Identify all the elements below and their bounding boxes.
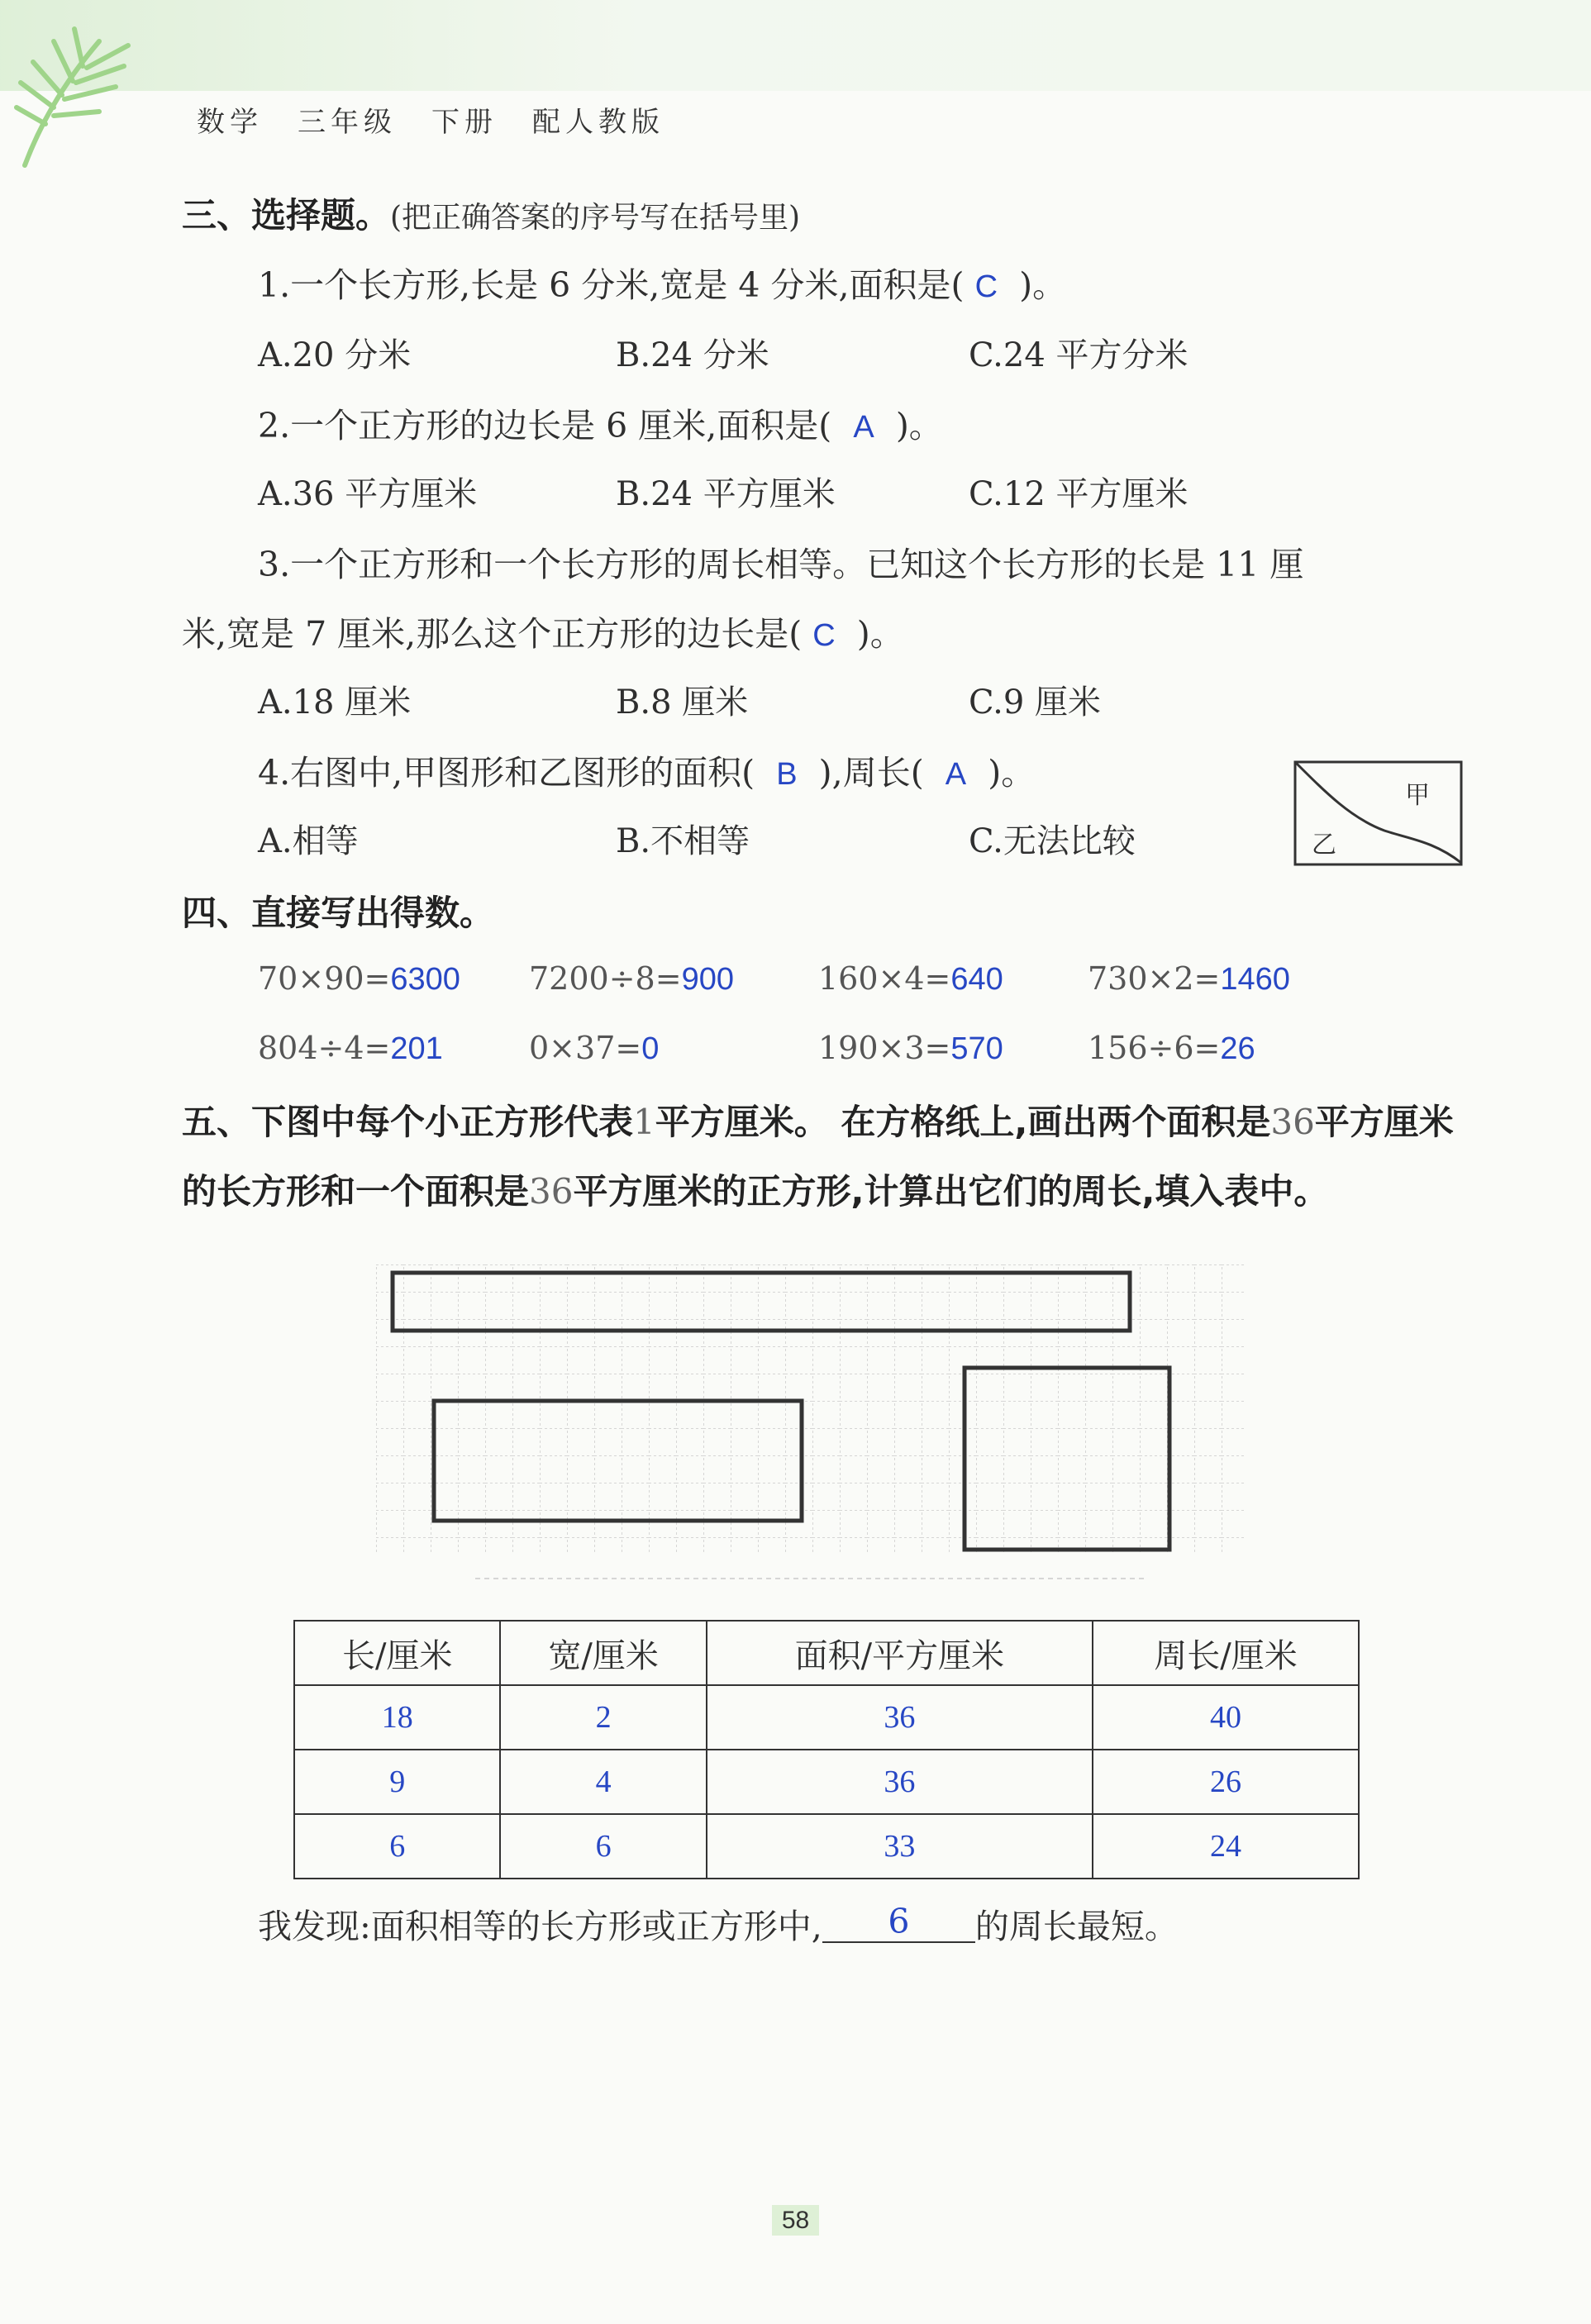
calc-answer: 900 xyxy=(681,962,734,997)
header-subject: 数学 xyxy=(197,106,263,139)
table-row xyxy=(294,1814,1359,1879)
q2-option-a: A.36 平方厘米 xyxy=(258,475,478,513)
q2-answer: A xyxy=(853,410,874,445)
calc-item xyxy=(529,960,734,998)
calc-expr: 70×90= xyxy=(258,960,391,997)
page-number xyxy=(0,2207,1591,2235)
q4-end: )。 xyxy=(988,753,1036,793)
calc-item xyxy=(1088,1030,1255,1067)
section3-note: (把正确答案的序号写在括号里) xyxy=(390,201,801,235)
q3-end: )。 xyxy=(856,614,904,654)
table-row xyxy=(294,1685,1359,1750)
q4-stem xyxy=(258,745,1035,794)
q2-option-c: C.12 平方厘米 xyxy=(969,475,1188,513)
section5-text-3: 平方厘米的长方形和一个面积是 xyxy=(182,1102,1454,1212)
discovery-answer: 6 xyxy=(822,1902,975,1943)
calc-expr: 0×37= xyxy=(529,1030,642,1066)
calc-expr: 156÷6= xyxy=(1088,1030,1221,1066)
header-length: 长/厘米 xyxy=(294,1621,500,1685)
q4-answer-area: B xyxy=(776,757,798,792)
calc-expr: 190×3= xyxy=(818,1030,951,1066)
cell-perimeter: 26 xyxy=(1093,1750,1359,1814)
table-header-row xyxy=(294,1621,1359,1685)
header-grade: 三年级 xyxy=(298,106,397,139)
cell-perimeter: 24 xyxy=(1093,1814,1359,1879)
q2-text: 2.一个正方形的边长是 6 厘米,面积是( xyxy=(258,406,832,445)
calc-expr: 7200÷8= xyxy=(529,960,682,997)
discovery-end: 的周长最短。 xyxy=(974,1907,1179,1946)
section5-text-1: 五、下图中每个小正方形代表 xyxy=(182,1102,634,1142)
cell-width: 2 xyxy=(500,1685,706,1750)
section5-num-2: 36 xyxy=(1270,1102,1315,1142)
header-area: 面积/平方厘米 xyxy=(707,1621,1093,1685)
table-row xyxy=(294,1750,1359,1814)
q3-option-a: A.18 厘米 xyxy=(258,683,412,721)
cell-area: 36 xyxy=(707,1685,1093,1750)
q3-option-b: B.8 厘米 xyxy=(616,683,749,721)
calc-item xyxy=(1088,960,1290,998)
q4-option-a: A.相等 xyxy=(258,822,359,860)
page-number-text: 58 xyxy=(772,2205,819,2236)
book-header xyxy=(197,99,699,140)
header-width: 宽/厘米 xyxy=(500,1621,706,1685)
calc-answer: 6300 xyxy=(390,962,460,997)
grid-paper-figure xyxy=(376,1264,1244,1587)
q3-text: 米,宽是 7 厘米,那么这个正方形的边长是( xyxy=(182,614,803,654)
section5-num-3: 36 xyxy=(529,1171,574,1212)
q2-end: )。 xyxy=(895,406,943,445)
q1-stem xyxy=(258,258,1066,307)
section3-heading: 三、选择题。 xyxy=(182,195,391,236)
q4-option-c: C.无法比较 xyxy=(969,822,1136,860)
q4-option-b: B.不相等 xyxy=(616,822,750,860)
q4-text: 4.右图中,甲图形和乙图形的面积( xyxy=(258,753,755,793)
cell-area: 36 xyxy=(707,1750,1093,1814)
q3-option-c: C.9 厘米 xyxy=(969,683,1102,721)
figure-label-yi: 乙 xyxy=(1312,831,1336,860)
calc-item xyxy=(818,960,1003,998)
perimeter-table xyxy=(293,1620,1360,1879)
header-volume: 下册 xyxy=(431,106,498,139)
cell-length: 18 xyxy=(294,1685,500,1750)
discovery-text: 我发现:面积相等的长方形或正方形中, xyxy=(258,1907,822,1946)
calc-answer: 570 xyxy=(950,1031,1003,1066)
calc-answer: 26 xyxy=(1220,1031,1255,1066)
calc-answer: 201 xyxy=(390,1031,443,1066)
cell-perimeter: 40 xyxy=(1093,1685,1359,1750)
calc-answer: 1460 xyxy=(1220,962,1290,997)
section5-num-1: 1 xyxy=(633,1102,655,1142)
q3-stem-line2 xyxy=(182,607,904,655)
cell-length: 9 xyxy=(294,1750,500,1814)
q4-figure xyxy=(1293,760,1463,866)
header-perimeter: 周长/厘米 xyxy=(1093,1621,1359,1685)
calc-answer: 0 xyxy=(641,1031,660,1066)
q4-text-mid: ),周长( xyxy=(818,753,924,793)
q2-stem xyxy=(258,398,943,447)
calc-answer: 640 xyxy=(950,962,1003,997)
cell-length: 6 xyxy=(294,1814,500,1879)
section5-text-4: 平方厘米的正方形,计算出它们的周长,填入表中。 xyxy=(573,1171,1329,1212)
cell-width: 4 xyxy=(500,1750,706,1814)
figure-label-jia: 甲 xyxy=(1405,781,1430,810)
q1-option-b: B.24 分米 xyxy=(616,336,769,374)
section5-instructions xyxy=(182,1088,1479,1226)
discovery-sentence xyxy=(258,1899,1179,1948)
q1-option-a: A.20 分米 xyxy=(258,336,412,374)
calc-item xyxy=(529,1030,659,1067)
q4-answer-perimeter: A xyxy=(945,757,967,792)
calc-item xyxy=(258,1030,443,1067)
section5-text-2: 平方厘米。 在方格纸上,画出两个面积是 xyxy=(655,1102,1271,1142)
cell-width: 6 xyxy=(500,1814,706,1879)
section4-title: 四、直接写出得数。 xyxy=(182,893,495,933)
q2-option-b: B.24 平方厘米 xyxy=(616,475,836,513)
q1-text: 1.一个长方形,长是 6 分米,宽是 4 分米,面积是( xyxy=(258,265,965,305)
calc-expr: 804÷4= xyxy=(258,1030,391,1066)
q3-stem-line1: 3.一个正方形和一个长方形的周长相等。已知这个长方形的长是 11 厘 xyxy=(258,545,1304,584)
calc-item xyxy=(258,960,460,998)
q1-option-c: C.24 平方分米 xyxy=(969,336,1188,374)
q1-answer: C xyxy=(974,269,998,304)
section3-title xyxy=(182,188,800,238)
cell-area: 33 xyxy=(707,1814,1093,1879)
q1-end: )。 xyxy=(1019,265,1067,305)
calc-expr: 160×4= xyxy=(818,960,951,997)
calc-item xyxy=(818,1030,1003,1067)
calc-expr: 730×2= xyxy=(1088,960,1221,997)
palm-leaf-icon xyxy=(8,17,141,174)
header-decoration xyxy=(0,0,1591,91)
header-edition: 配人教版 xyxy=(532,106,665,139)
q3-answer: C xyxy=(812,618,836,653)
